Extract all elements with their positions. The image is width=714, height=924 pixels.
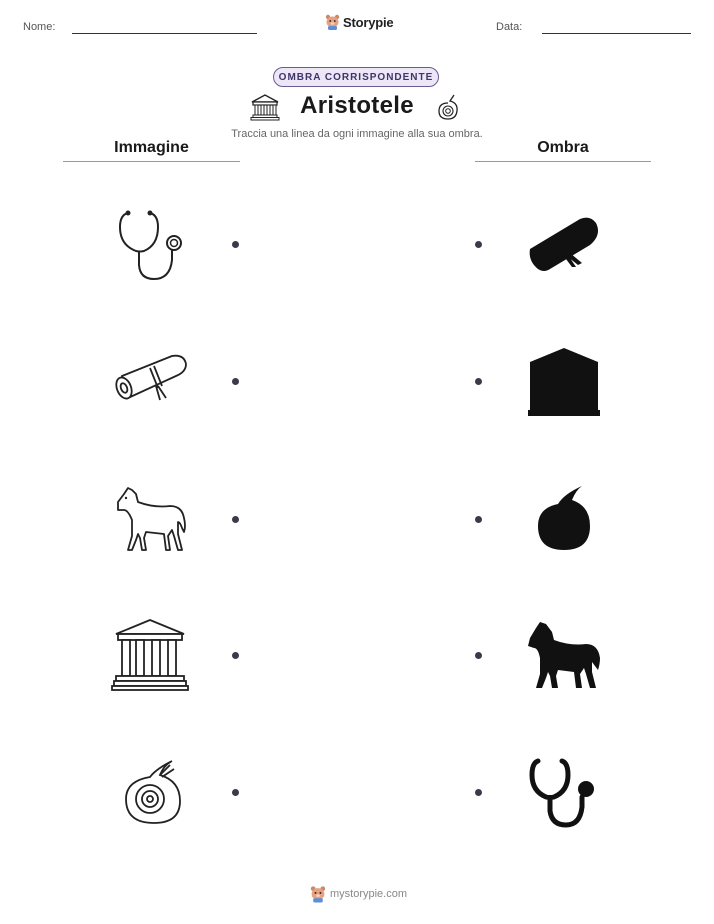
temple-icon: [110, 616, 190, 696]
activity-badge: OMBRA CORRISPONDENTE: [273, 67, 439, 87]
match-dot-left-3[interactable]: [232, 516, 239, 523]
footer-url[interactable]: mystorypie.com: [330, 888, 408, 900]
match-dot-left-4[interactable]: [232, 652, 239, 659]
name-label: Nome:: [23, 21, 56, 33]
name-field[interactable]: [72, 33, 257, 34]
stethoscope-silhouette: [524, 755, 604, 835]
scroll-icon: [110, 342, 190, 422]
horse-silhouette: [524, 616, 604, 696]
page-title: Aristotele: [300, 92, 414, 119]
match-dot-left-5[interactable]: [232, 789, 239, 796]
column-underline-left: [63, 161, 240, 162]
storypie-bear-icon: [325, 14, 340, 30]
instructions: Traccia una linea da ogni immagine alla sua ombra.: [231, 128, 483, 140]
match-dot-right-5[interactable]: [475, 789, 482, 796]
temple-silhouette: [524, 342, 604, 422]
shell-icon: [436, 93, 460, 121]
brand-logo: [325, 14, 393, 30]
brand-name: Storypie: [343, 14, 394, 30]
column-header-shadow: Ombra: [537, 139, 589, 156]
footer: [310, 885, 407, 903]
horse-icon: [110, 480, 190, 560]
shell-silhouette: [524, 480, 604, 560]
stethoscope-icon: [110, 205, 190, 285]
shell-icon: [110, 755, 190, 835]
date-field[interactable]: [542, 33, 691, 34]
match-dot-right-2[interactable]: [475, 378, 482, 385]
storypie-bear-icon: [310, 885, 326, 903]
column-underline-right: [475, 161, 651, 162]
match-dot-left-1[interactable]: [232, 241, 239, 248]
match-dot-right-1[interactable]: [475, 241, 482, 248]
match-dot-left-2[interactable]: [232, 378, 239, 385]
scroll-silhouette: [524, 205, 604, 285]
date-label: Data:: [496, 21, 523, 33]
column-header-image: Immagine: [114, 139, 189, 156]
match-dot-right-3[interactable]: [475, 516, 482, 523]
match-dot-right-4[interactable]: [475, 652, 482, 659]
